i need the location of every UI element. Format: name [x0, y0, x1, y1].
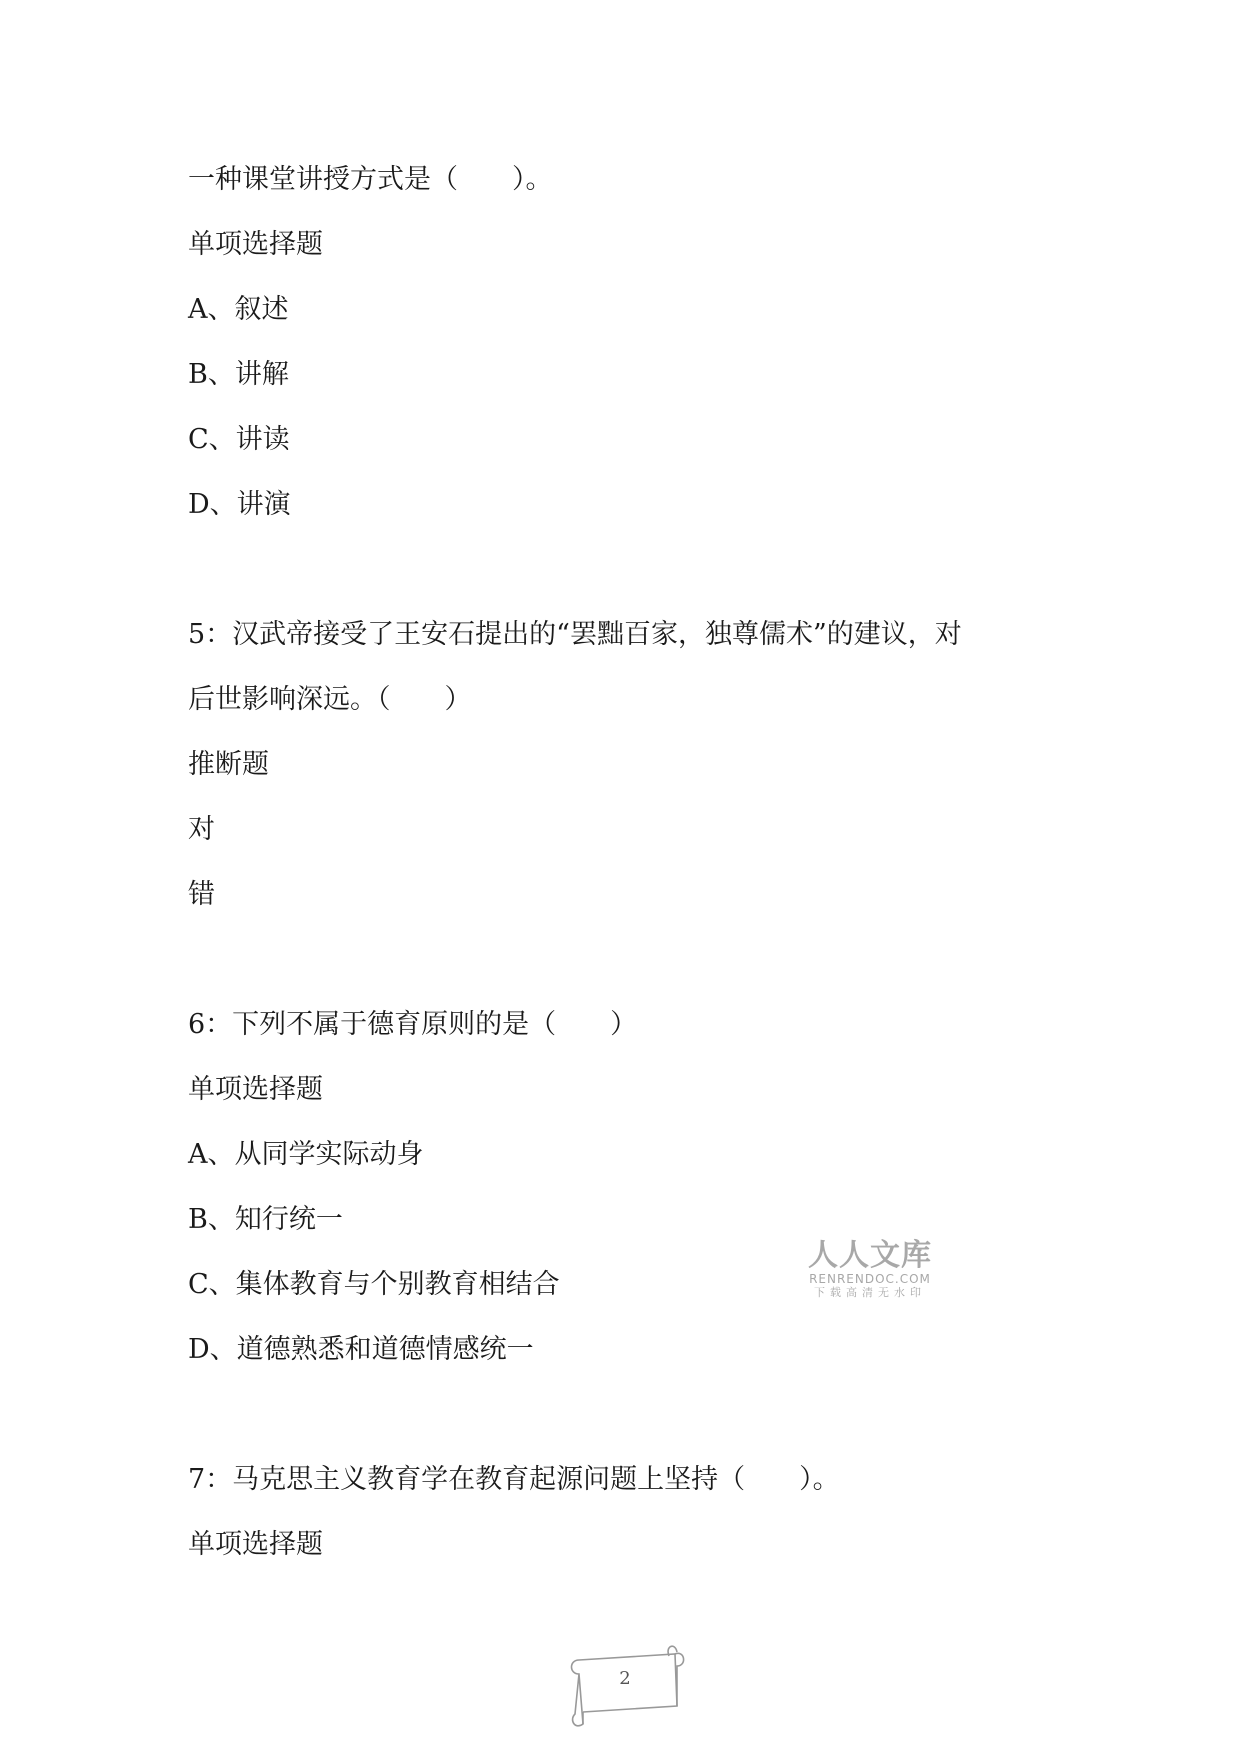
- question-6-type: 单项选择题: [188, 1074, 323, 1105]
- watermark-title: 人人文库: [808, 1238, 932, 1273]
- question-5-stem-cont: 后世影响深远。（ ）: [188, 684, 472, 715]
- question-5-option-false: 错: [188, 879, 215, 910]
- question-6-option-a: A、从同学实际动身: [188, 1139, 424, 1170]
- question-5-type: 推断题: [188, 749, 269, 780]
- question-7-stem: 7：马克思主义教育学在教育起源问题上坚持（ ）。: [188, 1464, 840, 1495]
- question-6-option-c: C、集体教育与个别教育相结合: [188, 1269, 560, 1300]
- question-4-option-a: A、叙述: [188, 294, 289, 325]
- watermark-logo: [800, 1240, 940, 1300]
- question-4-option-c: C、讲读: [188, 424, 290, 455]
- question-7-type: 单项选择题: [188, 1529, 323, 1560]
- question-6-stem: 6：下列不属于德育原则的是（ ）: [188, 1009, 638, 1040]
- page-number: 2: [619, 1668, 631, 1689]
- question-6-option-d: D、道德熟悉和道德情感统一: [188, 1334, 534, 1365]
- question-4-option-b: B、讲解: [188, 359, 289, 390]
- question-4-type: 单项选择题: [188, 229, 323, 260]
- watermark-domain: RENRENDOC.COM: [809, 1272, 931, 1286]
- watermark-slogan: 下载高清无水印: [814, 1286, 926, 1299]
- question-5-option-true: 对: [188, 814, 215, 845]
- question-4-stem-end: 一种课堂讲授方式是（ ）。: [188, 164, 553, 195]
- question-6-option-b: B、知行统一: [188, 1204, 343, 1235]
- question-5-stem: 5：汉武帝接受了王安石提出的“罢黜百家，独尊儒术”的建议，对: [188, 619, 962, 650]
- question-4-option-d: D、讲演: [188, 489, 291, 520]
